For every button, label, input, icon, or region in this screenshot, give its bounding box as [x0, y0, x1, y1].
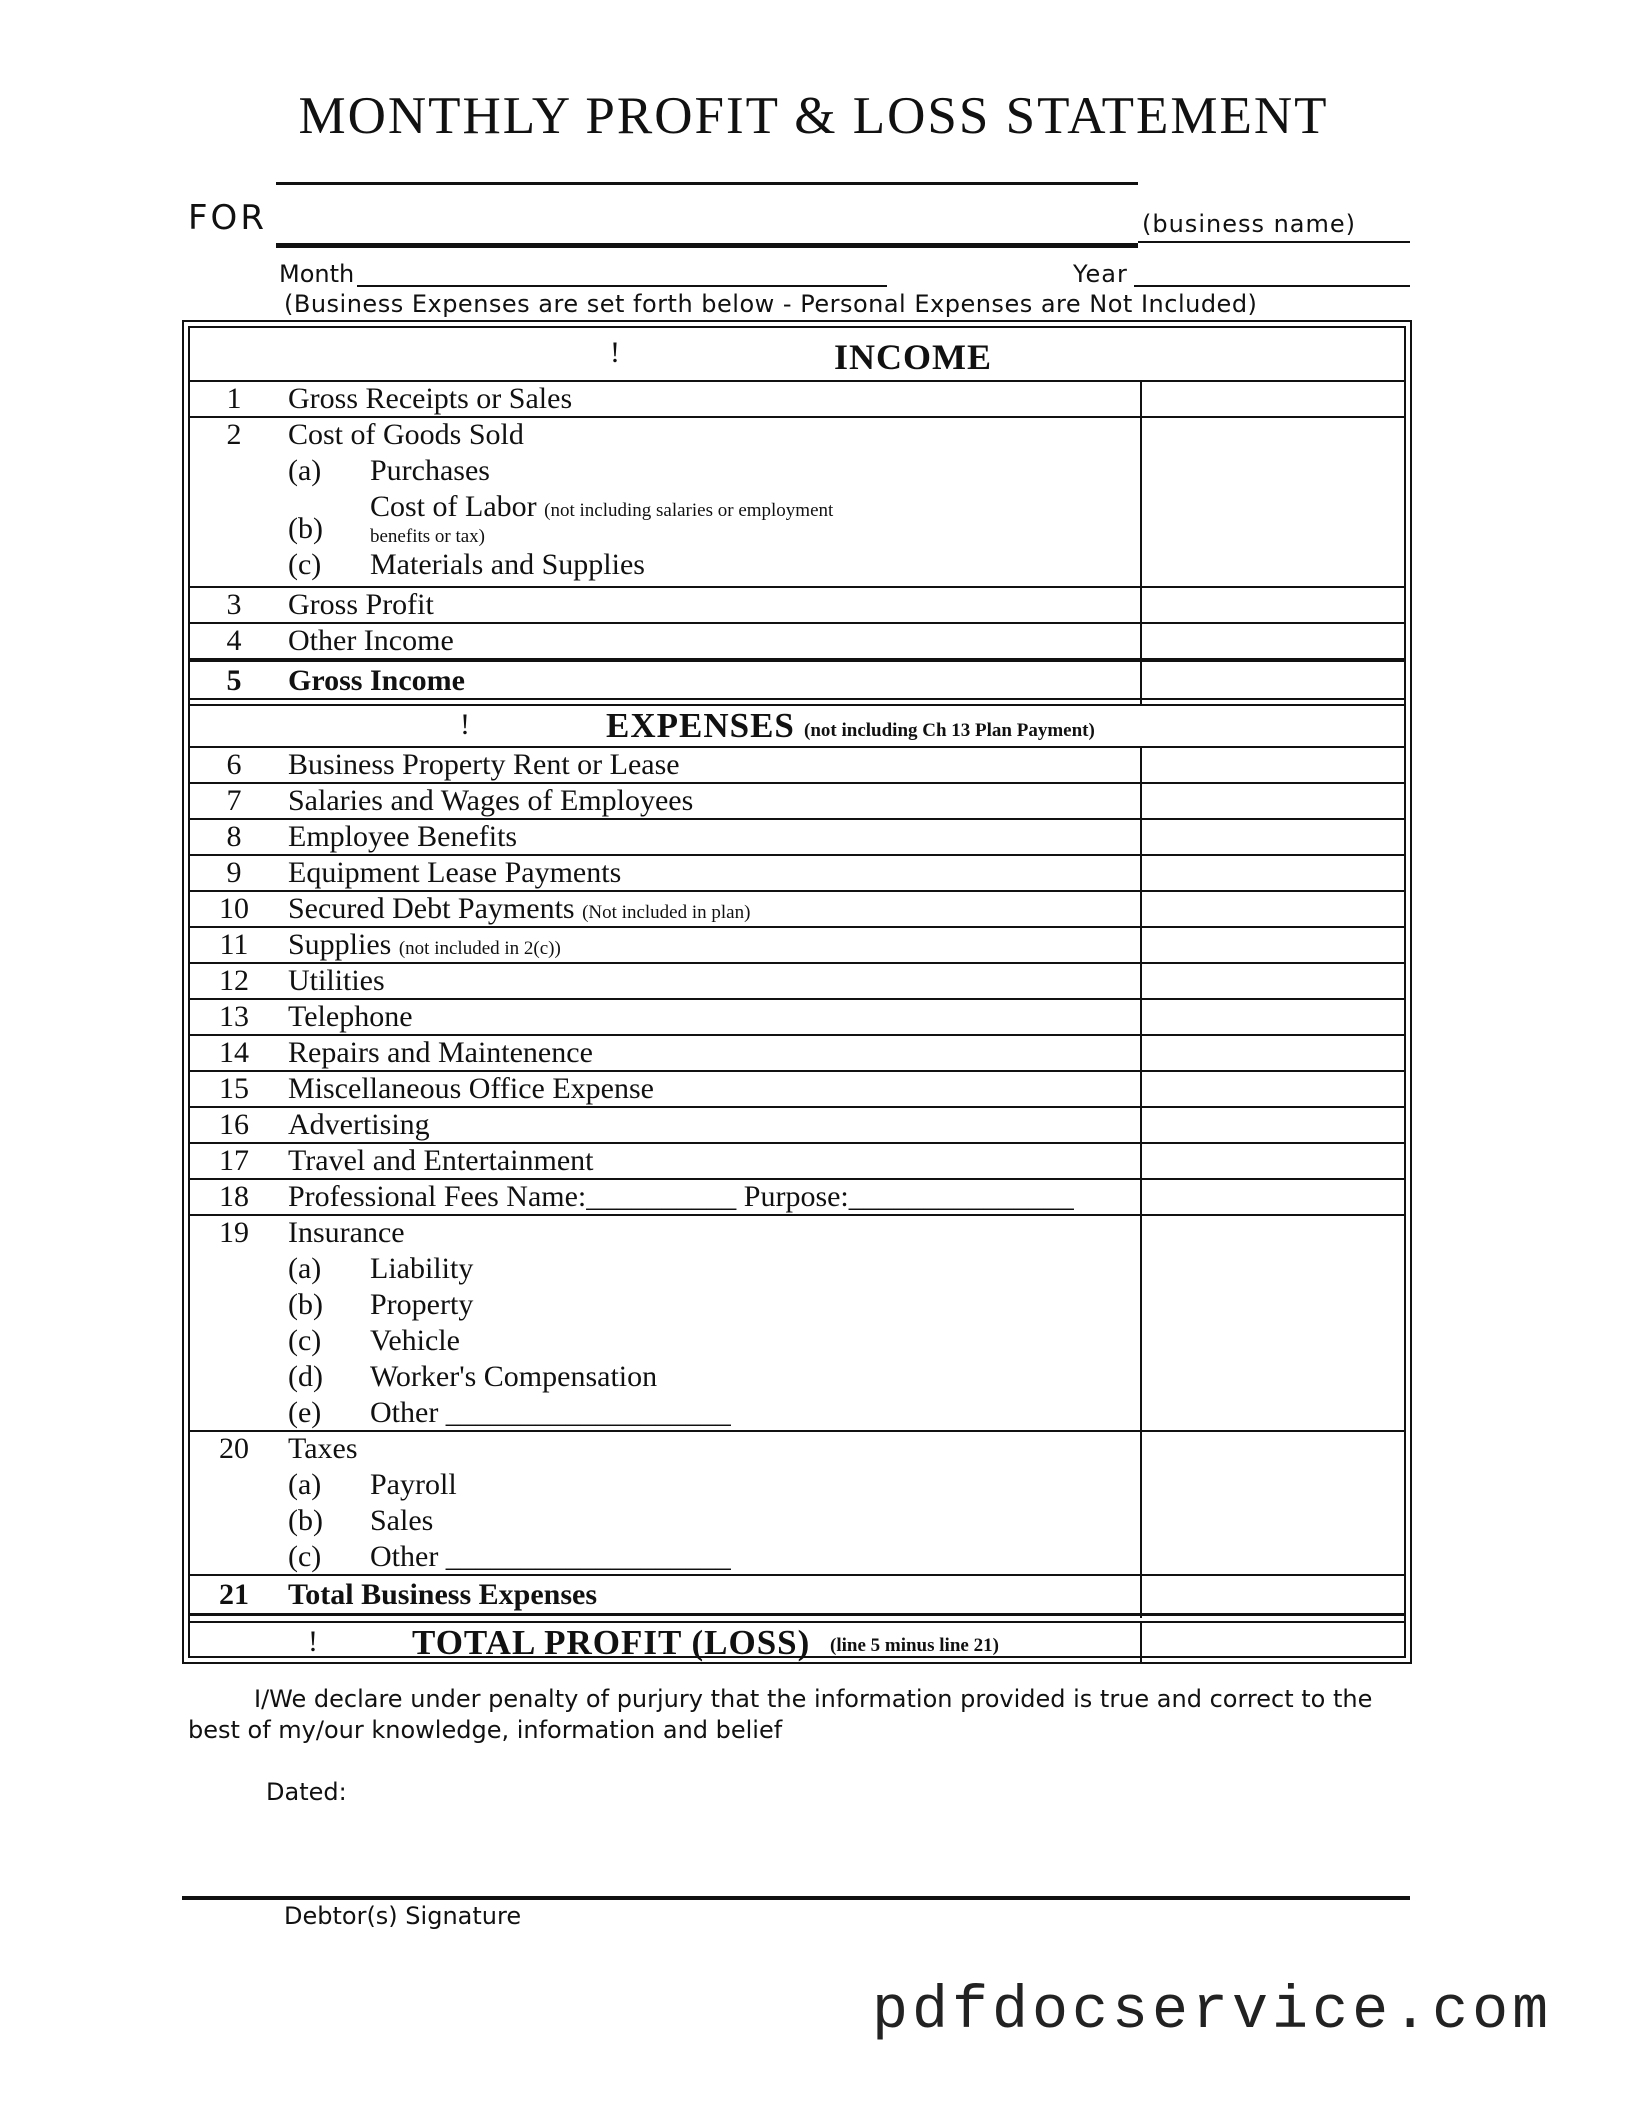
declaration: [188, 1684, 1408, 1746]
sub-letter: (b): [288, 1504, 323, 1537]
table-row: [190, 1108, 1404, 1144]
line-number: 7: [226, 784, 242, 817]
table-row: [190, 964, 1404, 1000]
table-row: [190, 1072, 1404, 1108]
income-bang: !: [610, 336, 620, 369]
line-label: Other Income: [288, 624, 454, 657]
total-note: (line 5 minus line 21): [830, 1635, 999, 1656]
line-label: Advertising: [288, 1108, 430, 1141]
line-label: Business Property Rent or Lease: [288, 748, 680, 781]
total-bang: !: [308, 1625, 318, 1658]
line-label: Gross Receipts or Sales: [288, 382, 573, 415]
line-number: 9: [226, 856, 242, 889]
month-field[interactable]: [357, 285, 887, 287]
line-label: Employee Benefits: [288, 820, 518, 853]
line-number: 14: [219, 1036, 249, 1069]
declaration-text: I/We declare under penalty of purjury that the information provided is true and correct to the best of my/our knowledge, information and belief: [188, 1685, 1373, 1744]
line-label-note: (Not included in plan): [582, 902, 751, 923]
page-title: MONTHLY PROFIT & LOSS STATEMENT: [298, 87, 1329, 145]
line-number: 3: [226, 588, 242, 621]
table-row: [190, 892, 1404, 928]
line-label: Equipment Lease Payments: [288, 856, 622, 889]
line-label: Telephone: [288, 1000, 413, 1033]
expenses-header: EXPENSES: [606, 706, 795, 745]
line-number: 10: [219, 892, 249, 925]
sub-letter: (c): [288, 548, 322, 581]
sub-letter: (c): [288, 1324, 322, 1357]
table-row: [190, 1576, 1404, 1616]
sub-label: Other ___________________: [370, 1540, 731, 1573]
amount-column-divider: [1140, 1621, 1142, 1662]
line-number: 18: [219, 1180, 249, 1213]
business-name-field[interactable]: [276, 243, 1138, 248]
table-row: [190, 928, 1404, 964]
sub-label: Payroll: [370, 1468, 457, 1501]
amount-column-divider: [1140, 748, 1142, 1618]
year-label: Year: [1073, 260, 1128, 288]
line-label: Salaries and Wages of Employees: [288, 784, 694, 817]
sub-letter: (b): [288, 1288, 323, 1321]
sub-label: Other ___________________: [370, 1396, 731, 1429]
line-number: 13: [219, 1000, 249, 1033]
sub-letter: (b): [288, 512, 323, 545]
line-label: Professional Fees Name:__________ Purpose:_______________: [288, 1180, 1074, 1213]
expenses-header-note: (not including Ch 13 Plan Payment): [804, 720, 1095, 741]
year-field[interactable]: [1134, 285, 1410, 287]
line-label: Miscellaneous Office Expense: [288, 1072, 654, 1105]
line-label: Utilities: [288, 964, 385, 997]
line-label: Repairs and Maintenence: [288, 1036, 593, 1069]
line-label-note: (not included in 2(c)): [398, 938, 561, 959]
line-label: Gross Profit: [288, 588, 434, 621]
line-label: Total Business Expenses: [288, 1578, 597, 1611]
sub-label: Property: [370, 1288, 474, 1321]
sub-label: Materials and Supplies: [370, 548, 645, 581]
line-number: 5: [226, 664, 242, 697]
income-header-row: [190, 328, 1404, 382]
line-number: 1: [226, 382, 242, 415]
line-number: 20: [219, 1432, 249, 1465]
table-row: [190, 1036, 1404, 1072]
line-number: 16: [219, 1108, 249, 1141]
table-row: [190, 1216, 1404, 1432]
line-number: 19: [219, 1216, 249, 1249]
line-label: Insurance: [288, 1216, 405, 1249]
line-number: 6: [226, 748, 242, 781]
line-number: 11: [219, 928, 249, 961]
business-name-top-line: [276, 182, 1138, 185]
line-number: 2: [226, 418, 242, 451]
statement-table-inner: [188, 326, 1406, 1662]
total-header: TOTAL PROFIT (LOSS): [412, 1623, 811, 1662]
dated-label: Dated:: [266, 1778, 347, 1806]
sub-label: Worker's Compensation: [370, 1360, 658, 1393]
sub-label: Vehicle: [370, 1324, 460, 1357]
expenses-note: (Business Expenses are set forth below - Personal Expenses are Not Included): [284, 290, 1258, 318]
income-header: INCOME: [834, 337, 992, 377]
line-number: 17: [219, 1144, 249, 1177]
total-row: [190, 1621, 1404, 1662]
sub-label: Sales: [370, 1504, 434, 1537]
sub-letter: (c): [288, 1540, 322, 1573]
sub-label-note-2: benefits or tax): [370, 526, 486, 547]
line-label-text: Secured Debt Payments: [288, 892, 575, 925]
sub-letter: (e): [288, 1396, 322, 1429]
signature-label: Debtor(s) Signature: [284, 1902, 522, 1930]
line-label: [288, 892, 750, 926]
business-name-label-line: [1138, 241, 1410, 243]
line-number: 21: [219, 1578, 249, 1611]
statement-table: [182, 320, 1412, 1664]
amount-column-divider: [1140, 382, 1142, 704]
signature-line[interactable]: [182, 1896, 1410, 1900]
expenses-header-row: [190, 704, 1404, 748]
table-row: [190, 662, 1404, 700]
table-row: [190, 1000, 1404, 1036]
line-label: [288, 928, 561, 962]
table-row: [190, 382, 1404, 418]
line-label: Gross Income: [288, 664, 465, 697]
watermark: pdfdocservice.com: [872, 1978, 1553, 2046]
sub-label-note: (not including salaries or employment: [544, 500, 834, 521]
table-row: [190, 588, 1404, 624]
sub-letter: (d): [288, 1360, 323, 1393]
month-label: Month: [279, 260, 355, 288]
sub-letter: (a): [288, 1252, 322, 1285]
table-row: [190, 1144, 1404, 1180]
sub-label: [370, 490, 833, 524]
expenses-bang: !: [460, 708, 470, 741]
for-label: FOR: [188, 198, 267, 238]
sub-label-text: Cost of Labor: [370, 490, 537, 523]
line-number: 12: [219, 964, 249, 997]
table-row: [190, 856, 1404, 892]
line-label: Taxes: [288, 1432, 358, 1465]
table-row: [190, 624, 1404, 662]
sub-letter: (a): [288, 1468, 322, 1501]
line-number: 15: [219, 1072, 249, 1105]
table-row: [190, 418, 1404, 588]
table-row: [190, 820, 1404, 856]
table-row: [190, 1180, 1404, 1216]
sub-label: Liability: [370, 1252, 474, 1285]
table-row: [190, 1432, 1404, 1576]
line-number: 4: [226, 624, 242, 657]
line-number: 8: [226, 820, 242, 853]
line-label: Cost of Goods Sold: [288, 418, 524, 451]
sub-label: Purchases: [370, 454, 490, 487]
sub-letter: (a): [288, 454, 322, 487]
table-row: [190, 748, 1404, 784]
table-row: [190, 784, 1404, 820]
business-name-label: (business name): [1142, 210, 1357, 238]
line-label-text: Supplies: [288, 928, 392, 961]
line-label: Travel and Entertainment: [288, 1144, 594, 1177]
